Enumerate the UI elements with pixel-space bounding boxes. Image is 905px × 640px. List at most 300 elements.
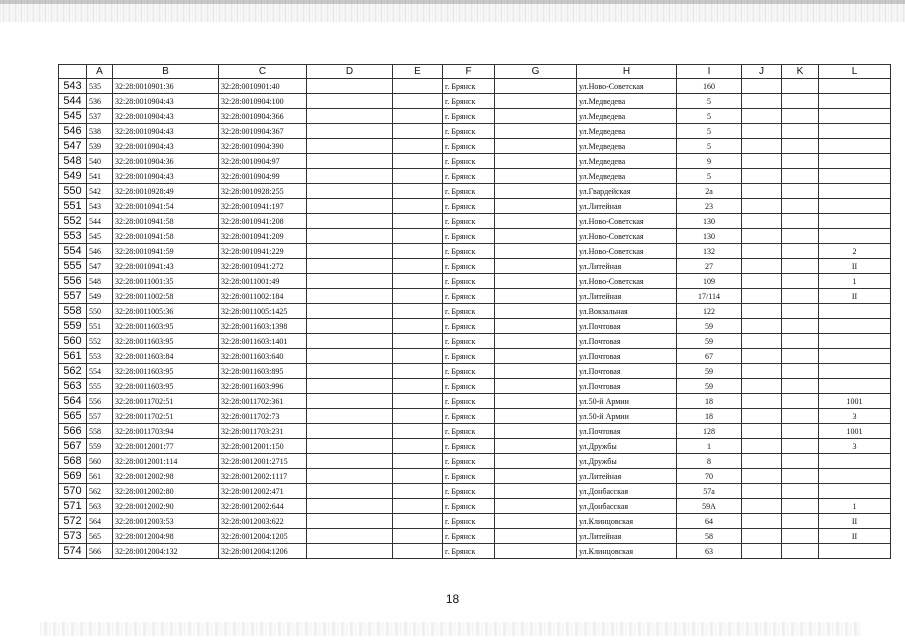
cell-b[interactable]: 32:28:0010904:43	[113, 139, 219, 154]
cell-d[interactable]	[307, 79, 393, 94]
cell-l[interactable]	[819, 379, 891, 394]
cell-f[interactable]: г. Брянск	[443, 304, 495, 319]
cell-b[interactable]: 32:28:0010941:59	[113, 244, 219, 259]
cell-c[interactable]: 32:28:0011603:996	[219, 379, 307, 394]
cell-a[interactable]: 555	[87, 379, 113, 394]
cell-k[interactable]	[782, 514, 819, 529]
cell-c[interactable]: 32:28:0011703:231	[219, 424, 307, 439]
cell-i[interactable]: 58	[677, 529, 742, 544]
cell-f[interactable]: г. Брянск	[443, 334, 495, 349]
cell-c[interactable]: 32:28:0010928:255	[219, 184, 307, 199]
cell-k[interactable]	[782, 94, 819, 109]
cell-g[interactable]	[495, 304, 577, 319]
cell-a[interactable]: 546	[87, 244, 113, 259]
cell-d[interactable]	[307, 319, 393, 334]
row-number-cell[interactable]: 546	[59, 124, 87, 139]
row-number-cell[interactable]: 552	[59, 214, 87, 229]
cell-f[interactable]: г. Брянск	[443, 364, 495, 379]
cell-a[interactable]: 560	[87, 454, 113, 469]
cell-c[interactable]: 32:28:0010941:209	[219, 229, 307, 244]
cell-h[interactable]: ул.Клинцовская	[577, 544, 677, 559]
cell-h[interactable]: ул.Ново-Советская	[577, 214, 677, 229]
cell-a[interactable]: 565	[87, 529, 113, 544]
cell-g[interactable]	[495, 334, 577, 349]
cell-d[interactable]	[307, 289, 393, 304]
cell-e[interactable]	[393, 169, 443, 184]
row-number-cell[interactable]: 563	[59, 379, 87, 394]
cell-e[interactable]	[393, 124, 443, 139]
cell-k[interactable]	[782, 439, 819, 454]
cell-i[interactable]: 59	[677, 334, 742, 349]
cell-f[interactable]: г. Брянск	[443, 289, 495, 304]
cell-d[interactable]	[307, 214, 393, 229]
cell-c[interactable]: 32:28:0011002:184	[219, 289, 307, 304]
cell-a[interactable]: 545	[87, 229, 113, 244]
cell-g[interactable]	[495, 454, 577, 469]
cell-d[interactable]	[307, 139, 393, 154]
cell-i[interactable]: 109	[677, 274, 742, 289]
column-header-j[interactable]: J	[742, 65, 782, 79]
cell-e[interactable]	[393, 454, 443, 469]
cell-e[interactable]	[393, 439, 443, 454]
cell-f[interactable]: г. Брянск	[443, 409, 495, 424]
row-number-cell[interactable]: 553	[59, 229, 87, 244]
cell-h[interactable]: ул.Гвардейская	[577, 184, 677, 199]
row-number-cell[interactable]: 565	[59, 409, 87, 424]
cell-k[interactable]	[782, 349, 819, 364]
cell-b[interactable]: 32:28:0010904:43	[113, 94, 219, 109]
cell-j[interactable]	[742, 529, 782, 544]
column-header-e[interactable]: E	[393, 65, 443, 79]
row-number-cell[interactable]: 571	[59, 499, 87, 514]
cell-i[interactable]: 57а	[677, 484, 742, 499]
cell-f[interactable]: г. Брянск	[443, 544, 495, 559]
cell-f[interactable]: г. Брянск	[443, 214, 495, 229]
cell-b[interactable]: 32:28:0011603:95	[113, 364, 219, 379]
cell-j[interactable]	[742, 514, 782, 529]
row-number-cell[interactable]: 549	[59, 169, 87, 184]
cell-e[interactable]	[393, 334, 443, 349]
cell-b[interactable]: 32:28:0012002:90	[113, 499, 219, 514]
row-number-cell[interactable]: 569	[59, 469, 87, 484]
cell-f[interactable]: г. Брянск	[443, 229, 495, 244]
cell-f[interactable]: г. Брянск	[443, 514, 495, 529]
cell-f[interactable]: г. Брянск	[443, 169, 495, 184]
cell-d[interactable]	[307, 124, 393, 139]
cell-c[interactable]: 32:28:0012001:150	[219, 439, 307, 454]
cell-i[interactable]: 160	[677, 79, 742, 94]
cell-e[interactable]	[393, 379, 443, 394]
cell-c[interactable]: 32:28:0011603:1398	[219, 319, 307, 334]
cell-c[interactable]: 32:28:0012001:2715	[219, 454, 307, 469]
cell-l[interactable]: II	[819, 514, 891, 529]
cell-e[interactable]	[393, 469, 443, 484]
cell-c[interactable]: 32:28:0012004:1206	[219, 544, 307, 559]
cell-e[interactable]	[393, 289, 443, 304]
cell-h[interactable]: ул.Ново-Советская	[577, 244, 677, 259]
cell-h[interactable]: ул.Вокзальная	[577, 304, 677, 319]
cell-h[interactable]: ул.Литейная	[577, 469, 677, 484]
cell-b[interactable]: 32:28:0010941:58	[113, 229, 219, 244]
cell-e[interactable]	[393, 214, 443, 229]
row-number-cell[interactable]: 570	[59, 484, 87, 499]
cell-f[interactable]: г. Брянск	[443, 394, 495, 409]
row-number-cell[interactable]: 566	[59, 424, 87, 439]
cell-j[interactable]	[742, 349, 782, 364]
cell-j[interactable]	[742, 124, 782, 139]
cell-g[interactable]	[495, 169, 577, 184]
cell-a[interactable]: 551	[87, 319, 113, 334]
cell-e[interactable]	[393, 259, 443, 274]
cell-k[interactable]	[782, 79, 819, 94]
cell-c[interactable]: 32:28:0011603:895	[219, 364, 307, 379]
cell-b[interactable]: 32:28:0011603:95	[113, 379, 219, 394]
cell-a[interactable]: 556	[87, 394, 113, 409]
column-header-h[interactable]: H	[577, 65, 677, 79]
cell-b[interactable]: 32:28:0010928:49	[113, 184, 219, 199]
cell-b[interactable]: 32:28:0010904:43	[113, 109, 219, 124]
cell-a[interactable]: 553	[87, 349, 113, 364]
cell-k[interactable]	[782, 169, 819, 184]
cell-a[interactable]: 554	[87, 364, 113, 379]
cell-f[interactable]: г. Брянск	[443, 349, 495, 364]
cell-l[interactable]	[819, 139, 891, 154]
cell-b[interactable]: 32:28:0012003:53	[113, 514, 219, 529]
cell-h[interactable]: ул.Почтовая	[577, 334, 677, 349]
cell-a[interactable]: 558	[87, 424, 113, 439]
cell-d[interactable]	[307, 334, 393, 349]
cell-c[interactable]: 32:28:0010904:366	[219, 109, 307, 124]
cell-a[interactable]: 561	[87, 469, 113, 484]
cell-j[interactable]	[742, 169, 782, 184]
cell-j[interactable]	[742, 79, 782, 94]
cell-b[interactable]: 32:28:0011702:51	[113, 409, 219, 424]
cell-e[interactable]	[393, 244, 443, 259]
cell-l[interactable]	[819, 544, 891, 559]
cell-k[interactable]	[782, 424, 819, 439]
row-number-cell[interactable]: 564	[59, 394, 87, 409]
cell-b[interactable]: 32:28:0012004:98	[113, 529, 219, 544]
cell-g[interactable]	[495, 499, 577, 514]
cell-l[interactable]	[819, 154, 891, 169]
cell-g[interactable]	[495, 184, 577, 199]
cell-l[interactable]	[819, 319, 891, 334]
cell-e[interactable]	[393, 544, 443, 559]
cell-a[interactable]: 562	[87, 484, 113, 499]
cell-c[interactable]: 32:28:0010941:272	[219, 259, 307, 274]
cell-h[interactable]: ул.Медведева	[577, 139, 677, 154]
column-header-l[interactable]: L	[819, 65, 891, 79]
cell-g[interactable]	[495, 154, 577, 169]
cell-e[interactable]	[393, 154, 443, 169]
cell-j[interactable]	[742, 154, 782, 169]
cell-j[interactable]	[742, 139, 782, 154]
cell-h[interactable]: ул.Почтовая	[577, 364, 677, 379]
cell-i[interactable]: 5	[677, 94, 742, 109]
cell-a[interactable]: 540	[87, 154, 113, 169]
cell-h[interactable]: ул.Донбасская	[577, 499, 677, 514]
cell-l[interactable]	[819, 484, 891, 499]
cell-c[interactable]: 32:28:0010904:99	[219, 169, 307, 184]
cell-e[interactable]	[393, 364, 443, 379]
cell-d[interactable]	[307, 424, 393, 439]
cell-l[interactable]	[819, 199, 891, 214]
cell-l[interactable]: 1	[819, 499, 891, 514]
cell-a[interactable]: 536	[87, 94, 113, 109]
cell-k[interactable]	[782, 184, 819, 199]
cell-g[interactable]	[495, 409, 577, 424]
cell-l[interactable]	[819, 349, 891, 364]
cell-k[interactable]	[782, 124, 819, 139]
cell-g[interactable]	[495, 514, 577, 529]
cell-l[interactable]: 2	[819, 244, 891, 259]
cell-g[interactable]	[495, 469, 577, 484]
cell-i[interactable]: 67	[677, 349, 742, 364]
cell-l[interactable]	[819, 184, 891, 199]
cell-j[interactable]	[742, 289, 782, 304]
cell-e[interactable]	[393, 394, 443, 409]
cell-c[interactable]: 32:28:0011603:640	[219, 349, 307, 364]
cell-d[interactable]	[307, 469, 393, 484]
cell-a[interactable]: 563	[87, 499, 113, 514]
cell-g[interactable]	[495, 544, 577, 559]
cell-c[interactable]: 32:28:0010941:208	[219, 214, 307, 229]
cell-d[interactable]	[307, 499, 393, 514]
cell-b[interactable]: 32:28:0011001:35	[113, 274, 219, 289]
cell-k[interactable]	[782, 379, 819, 394]
cell-d[interactable]	[307, 394, 393, 409]
cell-k[interactable]	[782, 319, 819, 334]
cell-i[interactable]: 59	[677, 319, 742, 334]
cell-e[interactable]	[393, 139, 443, 154]
cell-i[interactable]: 23	[677, 199, 742, 214]
cell-f[interactable]: г. Брянск	[443, 379, 495, 394]
cell-k[interactable]	[782, 364, 819, 379]
cell-j[interactable]	[742, 364, 782, 379]
cell-g[interactable]	[495, 109, 577, 124]
cell-g[interactable]	[495, 124, 577, 139]
cell-i[interactable]: 5	[677, 124, 742, 139]
column-header-f[interactable]: F	[443, 65, 495, 79]
cell-j[interactable]	[742, 544, 782, 559]
row-number-cell[interactable]: 545	[59, 109, 87, 124]
column-header-k[interactable]: K	[782, 65, 819, 79]
cell-i[interactable]: 59	[677, 364, 742, 379]
cell-f[interactable]: г. Брянск	[443, 454, 495, 469]
cell-j[interactable]	[742, 424, 782, 439]
cell-l[interactable]	[819, 124, 891, 139]
cell-h[interactable]: ул.Медведева	[577, 94, 677, 109]
cell-c[interactable]: 32:28:0011005:1425	[219, 304, 307, 319]
column-header-a[interactable]: A	[87, 65, 113, 79]
cell-k[interactable]	[782, 259, 819, 274]
cell-k[interactable]	[782, 529, 819, 544]
cell-g[interactable]	[495, 79, 577, 94]
cell-l[interactable]: 1	[819, 274, 891, 289]
cell-d[interactable]	[307, 94, 393, 109]
cell-i[interactable]: 132	[677, 244, 742, 259]
cell-i[interactable]: 130	[677, 229, 742, 244]
cell-h[interactable]: ул.50-й Армии	[577, 409, 677, 424]
cell-g[interactable]	[495, 139, 577, 154]
cell-f[interactable]: г. Брянск	[443, 199, 495, 214]
cell-g[interactable]	[495, 379, 577, 394]
cell-j[interactable]	[742, 214, 782, 229]
cell-d[interactable]	[307, 169, 393, 184]
cell-g[interactable]	[495, 439, 577, 454]
cell-l[interactable]	[819, 469, 891, 484]
cell-h[interactable]: ул.Почтовая	[577, 379, 677, 394]
cell-f[interactable]: г. Брянск	[443, 244, 495, 259]
cell-d[interactable]	[307, 274, 393, 289]
cell-j[interactable]	[742, 469, 782, 484]
cell-e[interactable]	[393, 184, 443, 199]
cell-d[interactable]	[307, 154, 393, 169]
cell-a[interactable]: 538	[87, 124, 113, 139]
cell-h[interactable]: ул.Ново-Советская	[577, 229, 677, 244]
cell-k[interactable]	[782, 244, 819, 259]
cell-j[interactable]	[742, 394, 782, 409]
cell-h[interactable]: ул.Медведева	[577, 154, 677, 169]
cell-e[interactable]	[393, 229, 443, 244]
cell-h[interactable]: ул.Литейная	[577, 529, 677, 544]
cell-e[interactable]	[393, 514, 443, 529]
cell-d[interactable]	[307, 199, 393, 214]
cell-b[interactable]: 32:28:0011603:95	[113, 334, 219, 349]
cell-i[interactable]: 70	[677, 469, 742, 484]
cell-a[interactable]: 547	[87, 259, 113, 274]
cell-g[interactable]	[495, 244, 577, 259]
cell-i[interactable]: 64	[677, 514, 742, 529]
cell-d[interactable]	[307, 304, 393, 319]
row-number-cell[interactable]: 574	[59, 544, 87, 559]
cell-b[interactable]: 32:28:0012001:77	[113, 439, 219, 454]
cell-f[interactable]: г. Брянск	[443, 184, 495, 199]
cell-j[interactable]	[742, 499, 782, 514]
cell-l[interactable]: 3	[819, 439, 891, 454]
cell-e[interactable]	[393, 94, 443, 109]
cell-h[interactable]: ул.Дружбы	[577, 454, 677, 469]
cell-h[interactable]: ул.50-й Армии	[577, 394, 677, 409]
cell-b[interactable]: 32:28:0010904:36	[113, 154, 219, 169]
column-header-i[interactable]: I	[677, 65, 742, 79]
cell-f[interactable]: г. Брянск	[443, 529, 495, 544]
row-number-cell[interactable]: 547	[59, 139, 87, 154]
cell-f[interactable]: г. Брянск	[443, 259, 495, 274]
cell-l[interactable]: II	[819, 259, 891, 274]
cell-j[interactable]	[742, 319, 782, 334]
cell-l[interactable]	[819, 304, 891, 319]
cell-a[interactable]: 539	[87, 139, 113, 154]
cell-c[interactable]: 32:28:0012002:471	[219, 484, 307, 499]
cell-h[interactable]: ул.Ново-Советская	[577, 79, 677, 94]
cell-d[interactable]	[307, 229, 393, 244]
cell-l[interactable]: 1001	[819, 394, 891, 409]
cell-g[interactable]	[495, 319, 577, 334]
cell-c[interactable]: 32:28:0010901:40	[219, 79, 307, 94]
cell-a[interactable]: 552	[87, 334, 113, 349]
row-number-cell[interactable]: 550	[59, 184, 87, 199]
cell-h[interactable]: ул.Почтовая	[577, 349, 677, 364]
row-number-cell[interactable]: 551	[59, 199, 87, 214]
cell-l[interactable]	[819, 214, 891, 229]
cell-c[interactable]: 32:28:0012002:644	[219, 499, 307, 514]
cell-e[interactable]	[393, 319, 443, 334]
cell-i[interactable]: 5	[677, 109, 742, 124]
cell-b[interactable]: 32:28:0010941:58	[113, 214, 219, 229]
cell-b[interactable]: 32:28:0011703:94	[113, 424, 219, 439]
cell-f[interactable]: г. Брянск	[443, 139, 495, 154]
row-number-cell[interactable]: 548	[59, 154, 87, 169]
cell-g[interactable]	[495, 364, 577, 379]
cell-g[interactable]	[495, 529, 577, 544]
cell-g[interactable]	[495, 274, 577, 289]
cell-b[interactable]: 32:28:0011005:36	[113, 304, 219, 319]
column-header-d[interactable]: D	[307, 65, 393, 79]
row-number-cell[interactable]: 555	[59, 259, 87, 274]
cell-f[interactable]: г. Брянск	[443, 469, 495, 484]
cell-e[interactable]	[393, 274, 443, 289]
cell-k[interactable]	[782, 409, 819, 424]
row-number-cell[interactable]: 568	[59, 454, 87, 469]
cell-j[interactable]	[742, 259, 782, 274]
row-number-cell[interactable]: 560	[59, 334, 87, 349]
cell-a[interactable]: 564	[87, 514, 113, 529]
column-header-g[interactable]: G	[495, 65, 577, 79]
cell-b[interactable]: 32:28:0012002:80	[113, 484, 219, 499]
cell-a[interactable]: 559	[87, 439, 113, 454]
cell-e[interactable]	[393, 424, 443, 439]
cell-k[interactable]	[782, 274, 819, 289]
cell-c[interactable]: 32:28:0012002:1117	[219, 469, 307, 484]
cell-i[interactable]: 59А	[677, 499, 742, 514]
cell-k[interactable]	[782, 484, 819, 499]
cell-k[interactable]	[782, 109, 819, 124]
cell-c[interactable]: 32:28:0011702:361	[219, 394, 307, 409]
cell-d[interactable]	[307, 364, 393, 379]
cell-g[interactable]	[495, 349, 577, 364]
cell-c[interactable]: 32:28:0010941:229	[219, 244, 307, 259]
cell-a[interactable]: 548	[87, 274, 113, 289]
column-header-c[interactable]: C	[219, 65, 307, 79]
cell-c[interactable]: 32:28:0010904:97	[219, 154, 307, 169]
cell-e[interactable]	[393, 499, 443, 514]
cell-g[interactable]	[495, 394, 577, 409]
cell-j[interactable]	[742, 379, 782, 394]
cell-l[interactable]	[819, 364, 891, 379]
cell-f[interactable]: г. Брянск	[443, 124, 495, 139]
cell-h[interactable]: ул.Медведева	[577, 169, 677, 184]
cell-b[interactable]: 32:28:0010904:43	[113, 124, 219, 139]
cell-f[interactable]: г. Брянск	[443, 319, 495, 334]
cell-j[interactable]	[742, 184, 782, 199]
cell-e[interactable]	[393, 409, 443, 424]
cell-d[interactable]	[307, 259, 393, 274]
cell-h[interactable]: ул.Литейная	[577, 289, 677, 304]
row-number-cell[interactable]: 567	[59, 439, 87, 454]
cell-k[interactable]	[782, 334, 819, 349]
cell-l[interactable]	[819, 169, 891, 184]
cell-i[interactable]: 1	[677, 439, 742, 454]
row-number-cell[interactable]: 558	[59, 304, 87, 319]
cell-j[interactable]	[742, 454, 782, 469]
cell-i[interactable]: 18	[677, 394, 742, 409]
cell-k[interactable]	[782, 154, 819, 169]
cell-k[interactable]	[782, 214, 819, 229]
cell-i[interactable]: 5	[677, 169, 742, 184]
cell-c[interactable]: 32:28:0011603:1401	[219, 334, 307, 349]
cell-b[interactable]: 32:28:0012004:132	[113, 544, 219, 559]
